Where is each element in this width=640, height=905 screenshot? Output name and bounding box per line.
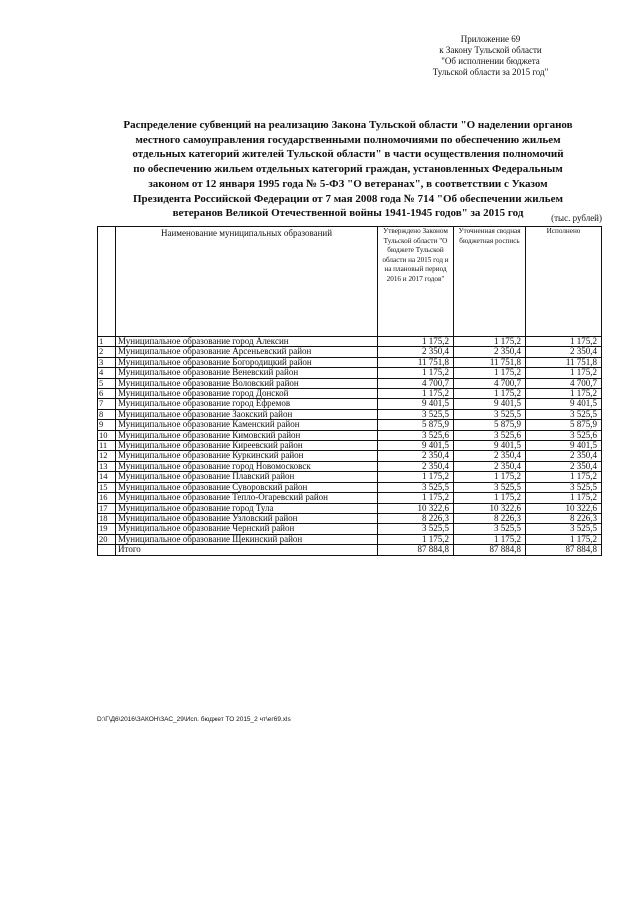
executed-value: 3 525,5 <box>526 409 602 419</box>
row-number: 15 <box>98 482 116 492</box>
municipality-name: Муниципальное образование Куркинский район <box>116 451 378 461</box>
table-row <box>98 441 602 451</box>
table-row <box>98 493 602 503</box>
revised-value: 3 525,5 <box>454 524 526 534</box>
row-number: 14 <box>98 472 116 482</box>
header-executed: Исполнено <box>526 227 602 337</box>
municipality-name: Муниципальное образование Каменский район <box>116 420 378 430</box>
executed-value: 5 875,9 <box>526 420 602 430</box>
row-number: 3 <box>98 357 116 367</box>
approved-value: 1 175,2 <box>378 493 454 503</box>
approved-value: 11 751,8 <box>378 357 454 367</box>
revised-value: 9 401,5 <box>454 441 526 451</box>
revised-value: 9 401,5 <box>454 399 526 409</box>
table-row <box>98 420 602 430</box>
table-row <box>98 357 602 367</box>
municipality-name: Муниципальное образование Киреевский район <box>116 441 378 451</box>
revised-value: 1 175,2 <box>454 534 526 544</box>
row-number: 17 <box>98 503 116 513</box>
executed-value: 3 525,6 <box>526 430 602 440</box>
table-row <box>98 409 602 419</box>
approved-value: 1 175,2 <box>378 472 454 482</box>
table-row <box>98 347 602 357</box>
approved-value: 2 350,4 <box>378 347 454 357</box>
executed-value: 4 700,7 <box>526 378 602 388</box>
municipality-name: Муниципальное образование Узловский район <box>116 513 378 523</box>
table-row <box>98 337 602 347</box>
municipality-name: Муниципальное образование Кимовский район <box>116 430 378 440</box>
appendix-reference <box>388 34 593 78</box>
title-line: Распределение субвенций на реализацию Закона Тульской области "О наделении органов <box>123 119 573 131</box>
table-row <box>98 524 602 534</box>
revised-value: 4 700,7 <box>454 378 526 388</box>
municipality-name: Муниципальное образование Тепло-Огаревский район <box>116 493 378 503</box>
approved-value: 3 525,6 <box>378 430 454 440</box>
table-row <box>98 368 602 378</box>
municipality-name: Муниципальное образование город Новомосковск <box>116 461 378 471</box>
executed-value: 2 350,4 <box>526 347 602 357</box>
municipality-name: Муниципальное образование город Донской <box>116 389 378 399</box>
approved-value: 3 525,5 <box>378 524 454 534</box>
executed-value: 1 175,2 <box>526 534 602 544</box>
table-row <box>98 399 602 409</box>
revised-value: 5 875,9 <box>454 420 526 430</box>
municipality-name: Муниципальное образование Чернский район <box>116 524 378 534</box>
approved-value: 8 226,3 <box>378 513 454 523</box>
title-line: Президента Российской Федерации от 7 мая 2008 года № 714 "Об обеспечении жильем <box>133 192 563 205</box>
revised-value: 1 175,2 <box>454 493 526 503</box>
municipality-name: Муниципальное образование Веневский район <box>116 368 378 378</box>
table-row <box>98 389 602 399</box>
revised-value: 3 525,5 <box>454 482 526 492</box>
table-row <box>98 513 602 523</box>
executed-value: 1 175,2 <box>526 368 602 378</box>
table-row <box>98 461 602 471</box>
units-label: (тыс. рублей) <box>551 213 602 223</box>
municipality-name: Муниципальное образование город Алексин <box>116 337 378 347</box>
subsidy-distribution-table <box>97 226 602 556</box>
row-number: 8 <box>98 409 116 419</box>
header-approved: Утверждено Законом Тульской области "О бюджете Тульской области на 2015 год и на плановый период 2016 и 2017 годов" <box>378 227 454 337</box>
row-number: 18 <box>98 513 116 523</box>
row-number: 6 <box>98 389 116 399</box>
revised-value: 2 350,4 <box>454 451 526 461</box>
title-line: ветеранов Великой Отечественной войны 1941-1945 годов" за 2015 год <box>172 207 524 220</box>
row-number: 1 <box>98 337 116 347</box>
approved-value: 2 350,4 <box>378 461 454 471</box>
executed-value: 8 226,3 <box>526 513 602 523</box>
title-line: местного самоуправления государственными полномочиями по обеспечению жильем <box>135 133 561 146</box>
table-body <box>98 337 602 556</box>
revised-value: 10 322,6 <box>454 503 526 513</box>
appendix-line: Тульской области за 2015 год" <box>432 67 549 77</box>
approved-value: 3 525,5 <box>378 482 454 492</box>
header-revised: Уточненная сводная бюджетная роспись <box>454 227 526 337</box>
title-line: законом от 12 января 1995 года № 5-ФЗ "О ветеранах", в соответствии с Указом <box>148 177 548 190</box>
approved-value: 3 525,5 <box>378 409 454 419</box>
approved-value: 9 401,5 <box>378 441 454 451</box>
row-number: 11 <box>98 441 116 451</box>
revised-value: 1 175,2 <box>454 368 526 378</box>
revised-value: 1 175,2 <box>454 337 526 347</box>
municipality-name: Муниципальное образование Арсеньевский район <box>116 347 378 357</box>
municipality-name: Муниципальное образование город Тула <box>116 503 378 513</box>
row-number: 20 <box>98 534 116 544</box>
row-number: 10 <box>98 430 116 440</box>
total-label: Итого <box>116 545 378 555</box>
municipality-name: Муниципальное образование Суворовский район <box>116 482 378 492</box>
total-executed-value: 87 884,8 <box>526 545 602 555</box>
appendix-line: "Об исполнении бюджета <box>441 56 540 66</box>
table-header-row <box>98 227 602 337</box>
row-number: 9 <box>98 420 116 430</box>
revised-value: 2 350,4 <box>454 347 526 357</box>
table-row <box>98 378 602 388</box>
revised-value: 1 175,2 <box>454 472 526 482</box>
total-number <box>98 545 116 555</box>
executed-value: 9 401,5 <box>526 399 602 409</box>
appendix-line: Приложение 69 <box>460 34 521 44</box>
approved-value: 1 175,2 <box>378 534 454 544</box>
executed-value: 11 751,8 <box>526 357 602 367</box>
approved-value: 10 322,6 <box>378 503 454 513</box>
title-line: по обеспечению жильем отдельных категорий граждан, установленных Федеральным <box>133 163 563 176</box>
revised-value: 3 525,6 <box>454 430 526 440</box>
total-approved-value: 87 884,8 <box>378 545 454 555</box>
revised-value: 2 350,4 <box>454 461 526 471</box>
municipality-name: Муниципальное образование Воловский район <box>116 378 378 388</box>
executed-value: 1 175,2 <box>526 337 602 347</box>
table-row <box>98 482 602 492</box>
row-number: 2 <box>98 347 116 357</box>
row-number: 12 <box>98 451 116 461</box>
approved-value: 2 350,4 <box>378 451 454 461</box>
approved-value: 1 175,2 <box>378 337 454 347</box>
municipality-name: Муниципальное образование Заокский район <box>116 409 378 419</box>
appendix-line: к Закону Тульской области <box>439 45 542 55</box>
municipality-name: Муниципальное образование Богородицкий район <box>116 357 378 367</box>
executed-value: 3 525,5 <box>526 482 602 492</box>
municipality-name: Муниципальное образование город Ефремов <box>116 399 378 409</box>
executed-value: 1 175,2 <box>526 493 602 503</box>
revised-value: 1 175,2 <box>454 389 526 399</box>
row-number: 16 <box>98 493 116 503</box>
approved-value: 1 175,2 <box>378 368 454 378</box>
table-row <box>98 503 602 513</box>
approved-value: 9 401,5 <box>378 399 454 409</box>
row-number: 13 <box>98 461 116 471</box>
table-row <box>98 534 602 544</box>
executed-value: 2 350,4 <box>526 461 602 471</box>
approved-value: 4 700,7 <box>378 378 454 388</box>
revised-value: 11 751,8 <box>454 357 526 367</box>
executed-value: 10 322,6 <box>526 503 602 513</box>
row-number: 19 <box>98 524 116 534</box>
table-row <box>98 451 602 461</box>
table-row <box>98 430 602 440</box>
total-row <box>98 545 602 555</box>
table-row <box>98 472 602 482</box>
approved-value: 5 875,9 <box>378 420 454 430</box>
municipality-name: Муниципальное образование Плавский район <box>116 472 378 482</box>
row-number: 5 <box>98 378 116 388</box>
executed-value: 1 175,2 <box>526 472 602 482</box>
executed-value: 9 401,5 <box>526 441 602 451</box>
title-line: отдельных категорий жителей Тульской области" в части осуществления полномочий <box>132 148 564 161</box>
approved-value: 1 175,2 <box>378 389 454 399</box>
executed-value: 3 525,5 <box>526 524 602 534</box>
revised-value: 3 525,5 <box>454 409 526 419</box>
row-number: 4 <box>98 368 116 378</box>
revised-value: 8 226,3 <box>454 513 526 523</box>
municipality-name: Муниципальное образование Щекинский район <box>116 534 378 544</box>
total-revised-value: 87 884,8 <box>454 545 526 555</box>
row-number: 7 <box>98 399 116 409</box>
file-path-footer: D:\Г\Д6\2016\ЗАКОН\ЗАС_29\Исп. бюджет ТО 2015_2 чт\ег69.xls <box>97 716 291 723</box>
header-municipality-name: Наименование муниципальных образований <box>116 227 378 337</box>
executed-value: 2 350,4 <box>526 451 602 461</box>
executed-value: 1 175,2 <box>526 389 602 399</box>
document-title <box>96 118 600 221</box>
header-number <box>98 227 116 337</box>
